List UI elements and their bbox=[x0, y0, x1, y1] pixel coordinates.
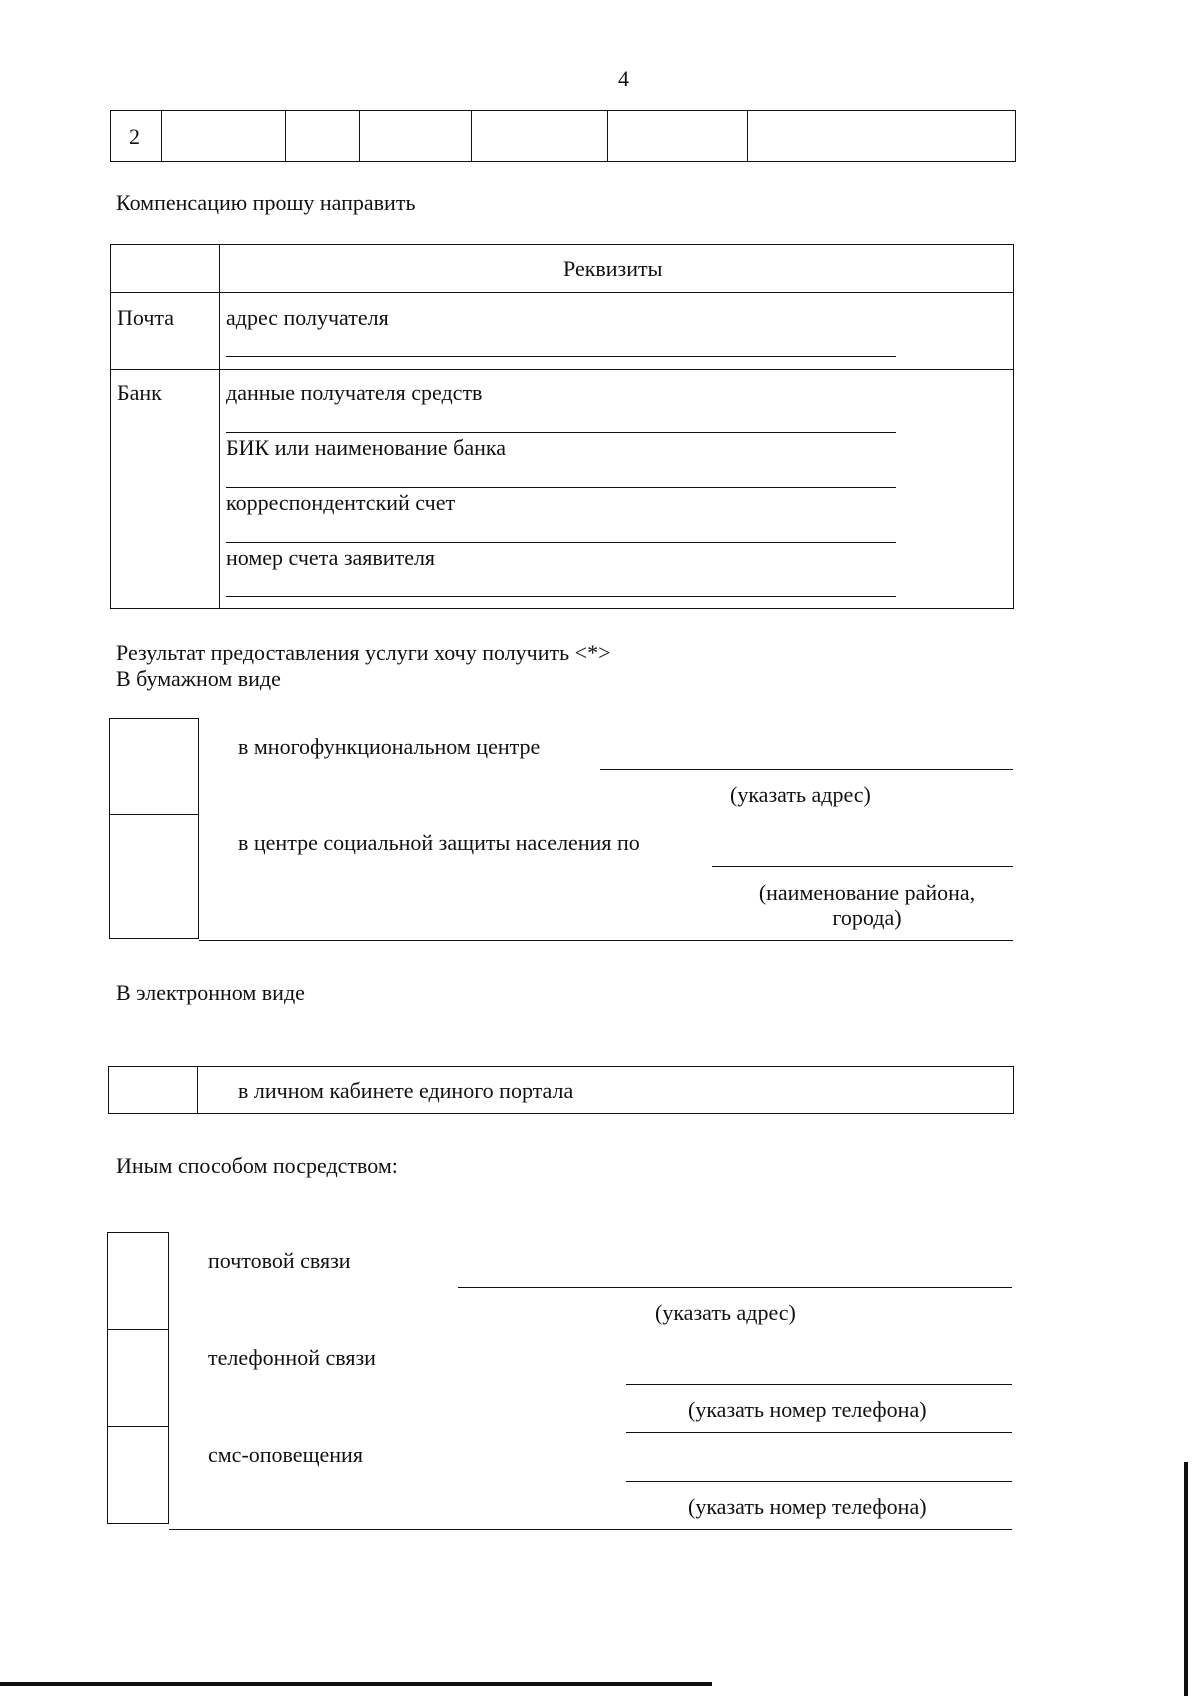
row-number: 2 bbox=[129, 124, 140, 149]
social-center-district-field[interactable] bbox=[712, 866, 1013, 867]
scan-edge bbox=[1184, 1462, 1188, 1696]
divider-line bbox=[626, 1432, 1012, 1433]
recipient-address-field[interactable] bbox=[226, 356, 896, 357]
bank-label: Банк bbox=[117, 380, 162, 405]
portal-checkbox[interactable] bbox=[108, 1066, 198, 1114]
bank-bik-label: БИК или наименование банка bbox=[226, 435, 507, 460]
table-cell bbox=[285, 111, 360, 161]
sms-number-hint: (указать номер телефона) bbox=[688, 1494, 927, 1519]
mfc-address-hint: (указать адрес) bbox=[730, 782, 871, 807]
recipient-address-label: адрес получателя bbox=[226, 305, 389, 330]
correspondent-account-label: корреспондентский счет bbox=[226, 490, 456, 515]
scan-edge bbox=[0, 1682, 712, 1686]
phone-number-hint: (указать номер телефона) bbox=[688, 1397, 927, 1422]
post-label: почтовой связи bbox=[208, 1248, 351, 1273]
table-cell bbox=[359, 111, 472, 161]
correspondent-account-field[interactable] bbox=[226, 542, 896, 543]
applicant-account-label: номер счета заявителя bbox=[226, 545, 436, 570]
table-divider bbox=[110, 369, 1014, 370]
table-cell bbox=[161, 111, 286, 161]
recipient-data-field[interactable] bbox=[226, 432, 896, 433]
portal-label: в личном кабинете единого портала bbox=[238, 1078, 574, 1103]
table-cell bbox=[607, 111, 748, 161]
recipient-data-label: данные получателя средств bbox=[226, 380, 483, 405]
compensation-heading: Компенсацию прошу направить bbox=[116, 190, 416, 215]
result-heading: Результат предоставления услуги хочу получить <*> bbox=[116, 640, 611, 665]
post-address-hint: (указать адрес) bbox=[655, 1300, 796, 1325]
sms-number-field[interactable] bbox=[626, 1481, 1012, 1482]
paper-heading: В бумажном виде bbox=[116, 666, 281, 691]
continuation-table-row bbox=[110, 110, 1016, 162]
applicant-account-field[interactable] bbox=[226, 596, 896, 597]
phone-checkbox[interactable] bbox=[107, 1329, 169, 1427]
phone-number-field[interactable] bbox=[626, 1384, 1012, 1385]
requisites-header: Реквизиты bbox=[563, 256, 663, 281]
other-bottom-line bbox=[169, 1529, 1012, 1530]
sms-checkbox[interactable] bbox=[107, 1426, 169, 1524]
mfc-address-field[interactable] bbox=[600, 769, 1013, 770]
table-divider bbox=[219, 244, 220, 609]
social-center-checkbox[interactable] bbox=[109, 814, 199, 939]
social-center-label: в центре социальной защиты населения по bbox=[238, 830, 640, 855]
electronic-heading: В электронном виде bbox=[116, 980, 305, 1005]
phone-label: телефонной связи bbox=[208, 1345, 376, 1370]
mfc-label: в многофункциональном центре bbox=[238, 734, 541, 759]
mfc-checkbox[interactable] bbox=[109, 718, 199, 815]
sms-label: смс-оповещения bbox=[208, 1442, 363, 1467]
post-address-field[interactable] bbox=[458, 1287, 1012, 1288]
table-cell bbox=[471, 111, 608, 161]
other-heading: Иным способом посредством: bbox=[116, 1153, 398, 1178]
paper-bottom-line bbox=[199, 940, 1013, 941]
mail-label: Почта bbox=[117, 305, 175, 330]
page-number: 4 bbox=[618, 66, 629, 91]
social-center-district-hint: (наименование района, города) bbox=[758, 880, 976, 931]
bank-bik-field[interactable] bbox=[226, 487, 896, 488]
table-divider bbox=[110, 292, 1014, 293]
post-checkbox[interactable] bbox=[107, 1232, 169, 1330]
